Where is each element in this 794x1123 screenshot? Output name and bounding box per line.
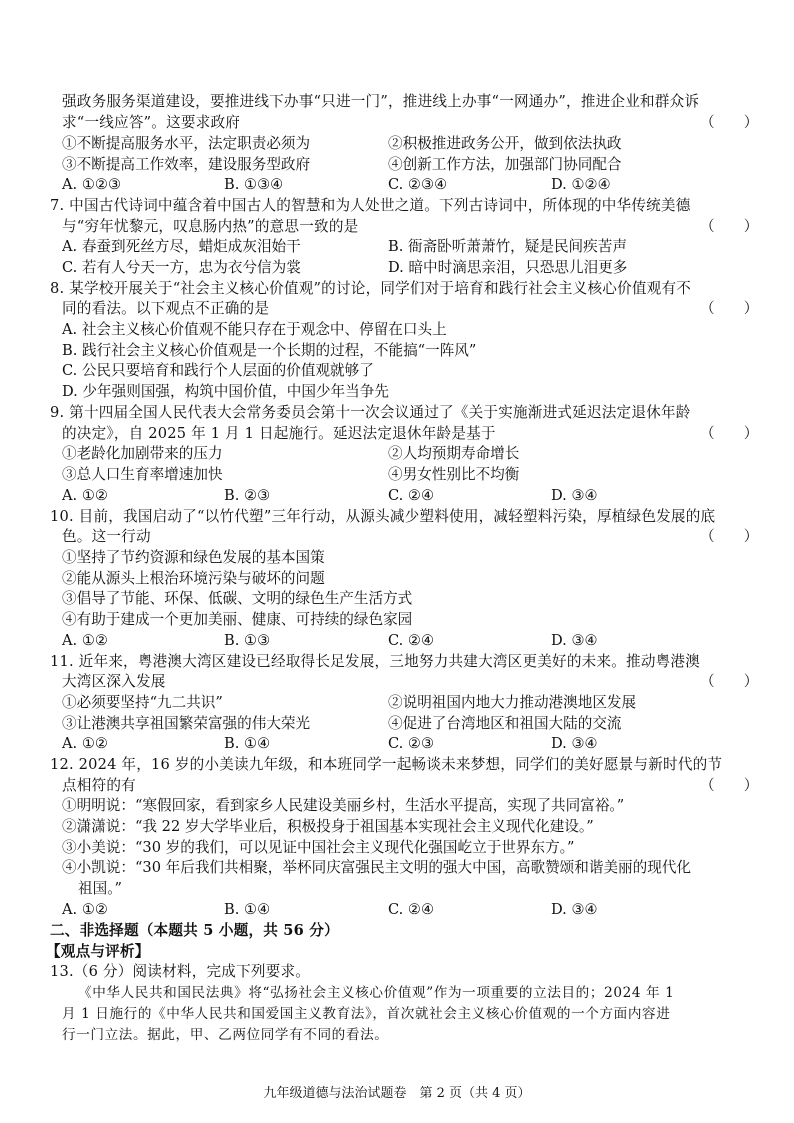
q10-item-1: ①坚持了节约资源和绿色发展的基本国策 — [62, 549, 325, 566]
q13-stem: 13.（6 分）阅读材料，完成下列要求。 — [50, 963, 311, 980]
q8-stem-line-1: 8. 某学校开展关于“社会主义核心价值观”的讨论，同学们对于培育和践行社会主义核心价值观有不 — [50, 280, 692, 297]
q12-item-2: ②潇潇说：“我 22 岁大学毕业后，积极投身于祖国基本实现社会主义现代化建设。” — [62, 818, 594, 835]
q10-option-c: C. ②④ — [388, 632, 435, 649]
q11-item-4: ④促进了台湾地区和祖国大陆的交流 — [388, 715, 622, 732]
q13-material-line-2: 月 1 日施行的《中华人民共和国爱国主义教育法》，首次就社会主义核心价值观的一个方面内容进 — [62, 1006, 671, 1022]
q8-answer-paren: （ ） — [700, 300, 759, 317]
section2-subtitle: 【观点与评析】 — [46, 943, 150, 960]
q8-option-a: A. 社会主义核心价值观不能只存在于观念中、停留在口头上 — [62, 321, 447, 338]
q8-option-b: B. 践行社会主义核心价值观是一个长期的过程，不能搞“一阵风” — [62, 342, 477, 359]
q12-item-1: ①明明说：“寒假回家，看到家乡人民建设美丽乡村，生活水平提高，实现了共同富裕。” — [62, 797, 625, 814]
q10-stem-line-2: 色。这一行动 — [62, 528, 151, 545]
q6-answer-paren: （ ） — [700, 114, 759, 131]
q12-option-a: A. ①② — [62, 901, 108, 918]
q12-option-c: C. ②④ — [388, 901, 435, 918]
section2-title: 二、非选择题（本题共 5 小题，共 56 分） — [50, 922, 339, 939]
q12-answer-paren: （ ） — [700, 777, 759, 794]
q6-stem-line-2: 求“一线应答”。这要求政府 — [62, 114, 241, 131]
q9-option-a: A. ①② — [62, 487, 108, 504]
q10-option-a: A. ①② — [62, 632, 108, 649]
q10-answer-paren: （ ） — [700, 528, 759, 545]
q11-answer-paren: （ ） — [700, 673, 759, 690]
q12-option-d: D. ③④ — [551, 901, 598, 918]
q9-answer-paren: （ ） — [700, 425, 759, 442]
q11-stem-line-2: 大湾区深入发展 — [62, 673, 166, 690]
q7-option-b: B. 衙斋卧听萧萧竹，疑是民间疾苦声 — [388, 238, 627, 255]
q6-item-1: ①不断提高服务水平，法定职责必须为 — [62, 135, 311, 152]
q6-item-2: ②积极推进政务公开，做到依法执政 — [388, 135, 622, 152]
q10-stem-line-1: 10. 目前，我国启动了“以竹代塑”三年行动，从源头减少塑料使用，减轻塑料污染，厚植绿色发展的底 — [50, 508, 716, 525]
q10-option-b: B. ①③ — [224, 632, 271, 649]
q6-stem-line-1: 强政务服务渠道建设，要推进线下办事“只进一门”，推进线上办事“一网通办”，推进企业和群众诉 — [62, 93, 700, 110]
q13-material-line-3: 行一门立法。据此，甲、乙两位同学有不同的看法。 — [62, 1027, 389, 1043]
q9-option-d: D. ③④ — [551, 487, 598, 504]
q12-item-3: ③小美说：“30 岁的我们，可以见证中国社会主义现代化强国屹立于世界东方。” — [62, 839, 575, 856]
q6-option-b: B. ①③④ — [224, 176, 284, 193]
q8-option-d: D. 少年强则国强，构筑中国价值，中国少年当争先 — [62, 383, 389, 400]
q7-option-c: C. 若有人兮天一方，忠为衣兮信为裳 — [62, 259, 301, 276]
q8-stem-line-2: 同的看法。以下观点不正确的是 — [62, 300, 270, 317]
q9-item-1: ①老龄化加剧带来的压力 — [62, 445, 223, 462]
q7-option-d: D. 暗中时滴思亲泪，只恐思儿泪更多 — [388, 259, 628, 276]
q11-stem-line-1: 11. 近年来，粤港澳大湾区建设已经取得长足发展，三地努力共建大湾区更美好的未来。推动粤港澳 — [50, 653, 700, 670]
q9-item-3: ③总人口生育率增速加快 — [62, 466, 223, 483]
q13-material-line-1: 《中华人民共和国民法典》将“弘扬社会主义核心价值观”作为一项重要的立法目的；2024 年 1 — [78, 985, 675, 1001]
q9-item-4: ④男女性别比不均衡 — [388, 466, 520, 483]
q6-item-3: ③不断提高工作效率，建设服务型政府 — [62, 156, 311, 173]
q10-item-2: ②能从源头上根治环境污染与破坏的问题 — [62, 570, 325, 587]
q8-option-c: C. 公民只要培育和践行个人层面的价值观就够了 — [62, 362, 374, 379]
q9-stem-line-2: 的决定》，自 2025 年 1 月 1 日起施行。延迟法定退休年龄是基于 — [62, 425, 496, 442]
q12-item-4: ④小凯说：“30 年后我们共相聚，举杯同庆富强民主文明的强大中国，高歌赞颂和谐美丽的现代化 — [62, 859, 692, 876]
q12-item-4-cont: 祖国。” — [78, 880, 122, 897]
q7-option-a: A. 春蚕到死丝方尽，蜡炬成灰泪始干 — [62, 238, 301, 255]
q11-option-a: A. ①② — [62, 735, 108, 752]
q12-stem-line-2: 点相符的有 — [62, 777, 136, 794]
q12-stem-line-1: 12. 2024 年，16 岁的小美读九年级，和本班同学一起畅谈未来梦想，同学们的美好愿景与新时代的节 — [50, 756, 723, 773]
q11-option-b: B. ①④ — [224, 735, 271, 752]
q7-stem-line-2: 与“穷年忧黎元，叹息肠内热”的意思一致的是 — [62, 218, 359, 235]
page-footer: 九年级道德与法治试题卷 第 2 页（共 4 页） — [263, 1086, 531, 1101]
q7-answer-paren: （ ） — [700, 218, 759, 235]
q6-option-d: D. ①②④ — [551, 176, 611, 193]
q9-option-c: C. ②④ — [388, 487, 435, 504]
q11-item-3: ③让港澳共享祖国繁荣富强的伟大荣光 — [62, 715, 311, 732]
q6-option-c: C. ②③④ — [388, 176, 448, 193]
q10-option-d: D. ③④ — [551, 632, 598, 649]
q11-item-1: ①必须要坚持“九二共识” — [62, 694, 223, 711]
q10-item-3: ③倡导了节能、环保、低碳、文明的绿色生产生活方式 — [62, 590, 413, 607]
q9-item-2: ②人均预期寿命增长 — [388, 445, 520, 462]
q7-stem-line-1: 7. 中国古代诗词中蕴含着中国古人的智慧和为人处世之道。下列古诗词中，所体现的中华传统美德 — [50, 197, 691, 214]
q11-option-c: C. ②③ — [388, 735, 435, 752]
q9-option-b: B. ②③ — [224, 487, 271, 504]
q11-item-2: ②说明祖国内地大力推动港澳地区发展 — [388, 694, 637, 711]
q11-option-d: D. ③④ — [551, 735, 598, 752]
q6-item-4: ④创新工作方法，加强部门协同配合 — [388, 156, 622, 173]
q10-item-4: ④有助于建成一个更加美丽、健康、可持续的绿色家园 — [62, 611, 413, 628]
q9-stem-line-1: 9. 第十四届全国人民代表大会常务委员会第十一次会议通过了《关于实施渐进式延迟法定退休年龄 — [50, 404, 691, 421]
q6-option-a: A. ①②③ — [62, 176, 122, 193]
q12-option-b: B. ①④ — [224, 901, 271, 918]
